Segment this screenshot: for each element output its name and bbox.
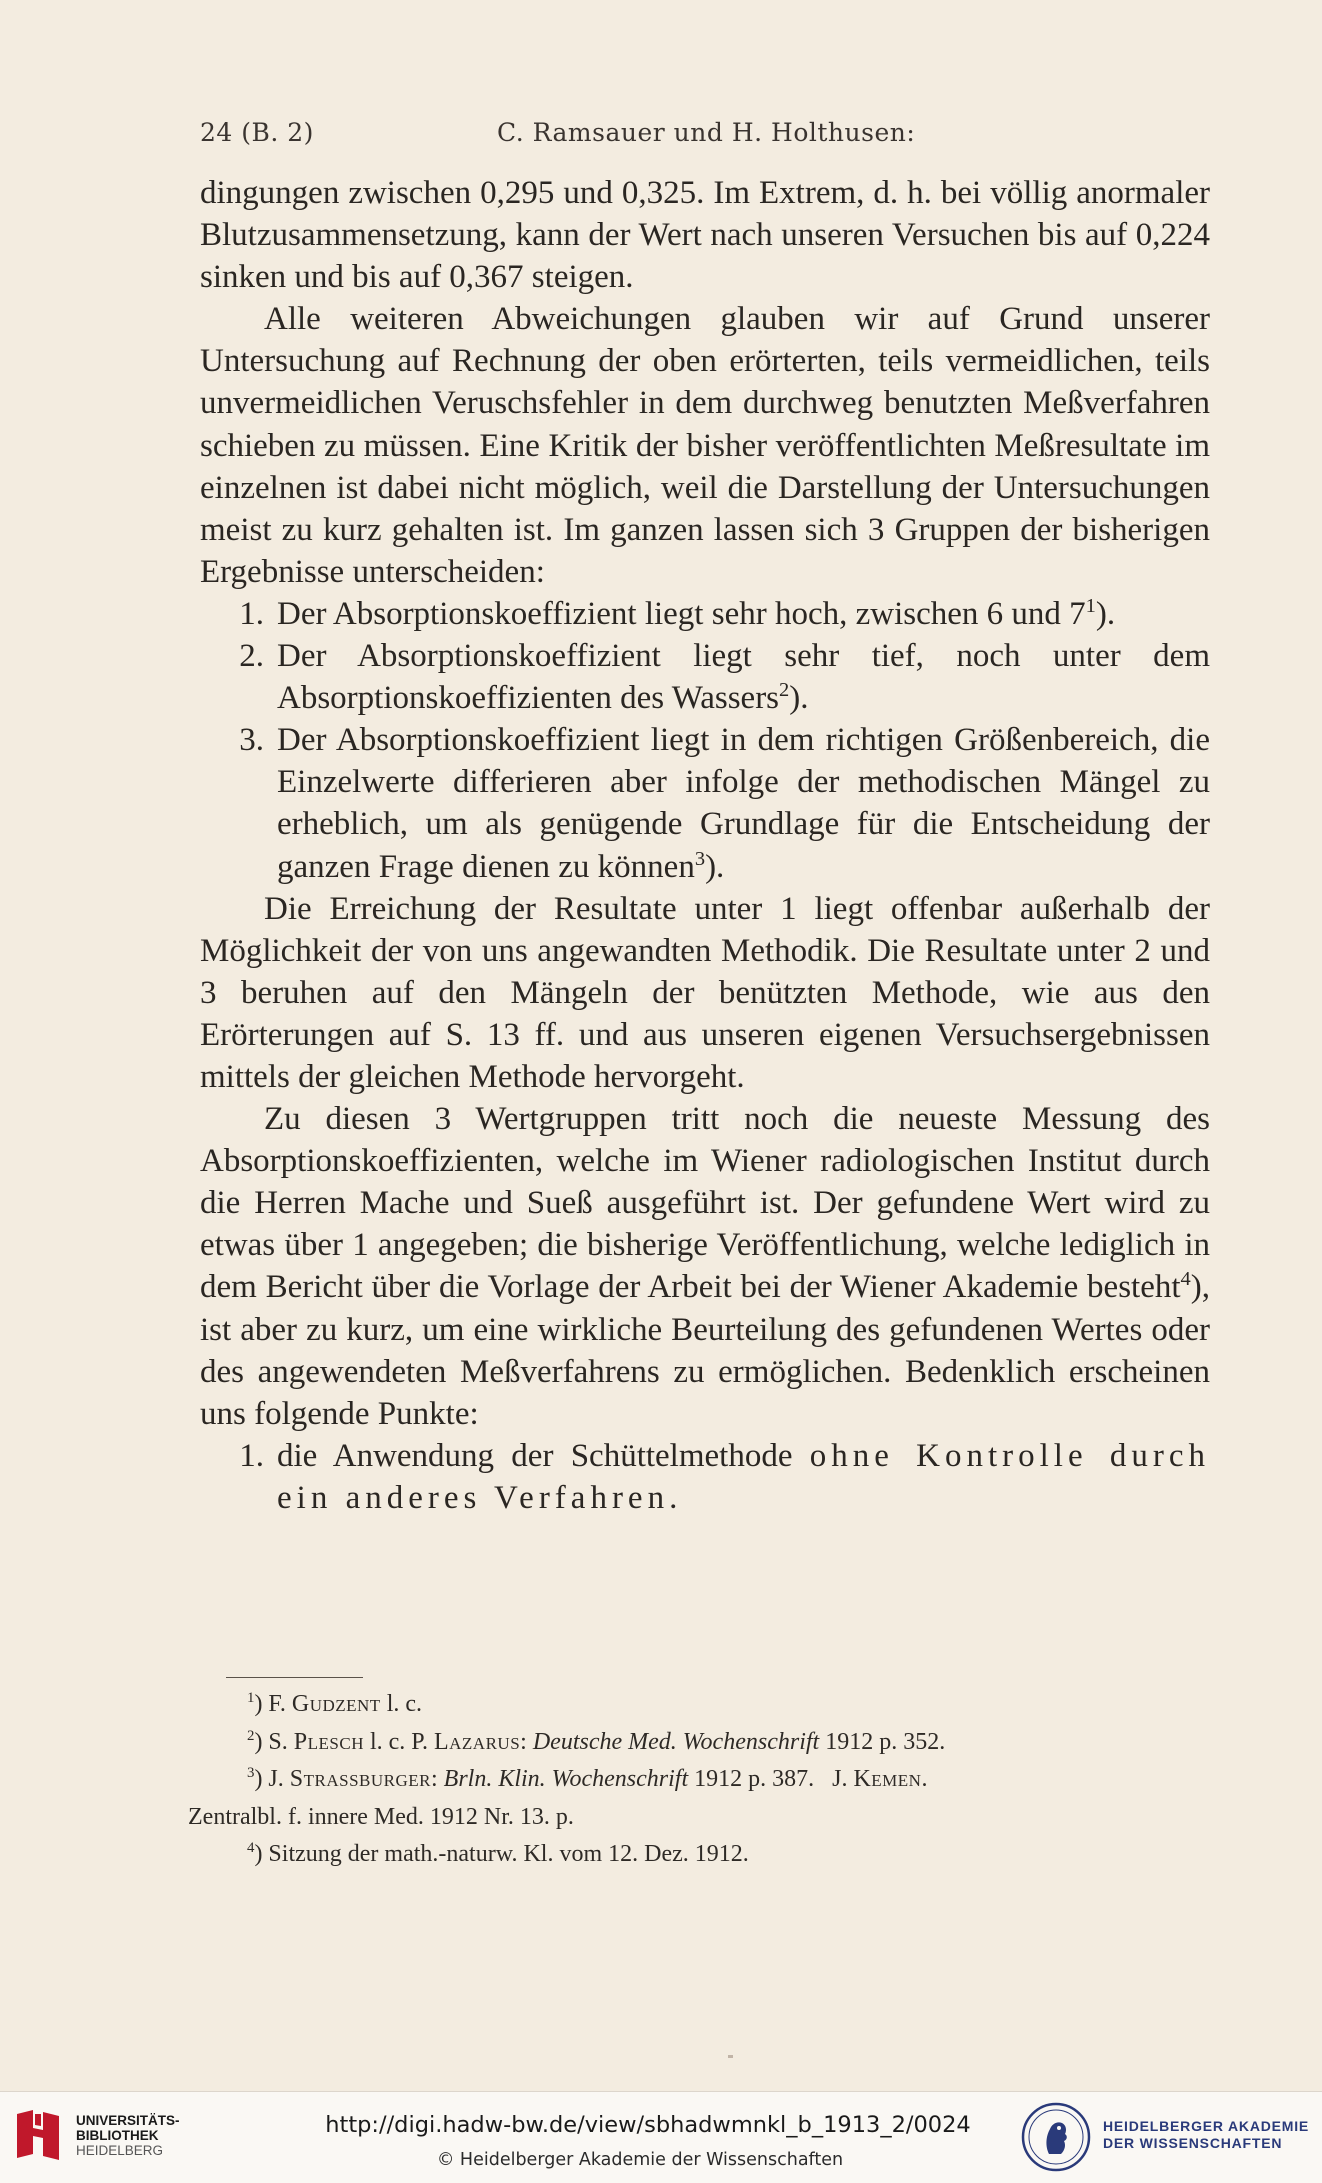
list-item-tail: ). [789, 680, 809, 717]
running-head-authors: C. Ramsauer und H. Holthusen: [497, 118, 916, 147]
footnote-mark: 1 [247, 1690, 255, 1706]
footnote-1 [188, 1686, 1200, 1724]
page-reference: 24 (B. 2) [200, 118, 314, 147]
paragraph-3: Die Erreichung der Resultate unter 1 liegt offenbar außerhalb der Möglichkeit der von uns angewandten Methodik. Die Resultate unter 2 und 3 beruhen auf den Mängeln der benützten Methode, wie aus den Erörterungen auf S. 13 ff. und aus unseren eigenen Versuchsergebnissen mittels der gleichen Methode hervorgeht. [200, 890, 1210, 1095]
footnote-3 [188, 1761, 1200, 1799]
footnote-mark: 2 [247, 1727, 255, 1744]
footnote-text: l. c. [380, 1691, 423, 1717]
copyright-notice [0, 2150, 1322, 2170]
academy-name [1103, 2118, 1309, 2152]
footnote-3-continuation: Zentralbl. f. innere Med. 1912 Nr. 13. p. [188, 1803, 574, 1830]
footnote-divider [226, 1677, 363, 1678]
author-name: Strassburger [289, 1766, 431, 1793]
list-number: 2. [239, 638, 264, 675]
academy-name-line: DER WISSENSCHAFTEN [1103, 2135, 1283, 2151]
paragraph-2: Alle weiteren Abweichungen glauben wir auf Grund unserer Untersuchung auf Rechnung der oben erörterten, teils vermeidlichen, teils unvermeidlichen Veruschsfehler in dem durchweg benutzten Meßverfahren schieben zu müssen. Eine Kritik der bisher veröffentlichten Meßresultate im einzelnen ist dabei nicht möglich, weil die Darstellung der Untersuchungen meist zu kurz gehalten ist. Im ganzen lassen sich 3 Gruppen der bisherigen Ergebnisse unterscheiden: [200, 301, 1210, 590]
footnote-text: ) J. [254, 1766, 290, 1793]
footnote-text: 1912 p. 352. [819, 1728, 946, 1755]
list-item-tail: ). [705, 848, 725, 885]
academy-name-line: HEIDELBERGER AKADEMIE [1103, 2118, 1310, 2134]
list-item [200, 719, 1210, 887]
copyright-text: © Heidelberger Akademie der Wissenschaften [436, 2150, 844, 2170]
paragraph-4-text: Zu diesen 3 Wertgruppen tritt noch die neueste Messung des Absorptionskoeffizienten, welche im Wiener radiologischen Institut durch die Herren Mache und Sueß ausgeführt ist. Der gefundene Wert wird zu etwas über 1 angegeben; die bisherige Veröffentlichung, welche lediglich in dem Bericht über die Vorlage der Arbeit bei der Wiener Akademie besteht [200, 1101, 1210, 1306]
footnotes [188, 1686, 1200, 1874]
paragraph-1: dingungen zwischen 0,295 und 0,325. Im Extrem, d. h. bei völlig anormaler Blutzusammensetzung, kann der Wert nach unseren Versuchen bis auf 0,224 sinken und bis auf 0,367 steigen. [200, 175, 1210, 296]
result-groups-list [200, 593, 1210, 888]
footnote-mark: 3 [247, 1765, 255, 1782]
journal-title: Deutsche Med. Wochenschrift [532, 1728, 820, 1755]
uni-name-line: UNIVERSITÄTS- [76, 2113, 180, 2128]
footnote-text: 1912 p. 387. J. [688, 1766, 854, 1793]
author-name: Plesch [293, 1728, 364, 1755]
list-item-text: Der Absorptionskoeffizient liegt in dem richtigen Größenbereich, die Einzelwerte differieren aber infolge der methodischen Mängel zu erheblich, um als genügende Grundlage für die Entscheidung der ganzen Frage dienen zu können [277, 722, 1210, 885]
list-item-text: Der Absorptionskoeffizient liegt sehr tief, noch unter dem Absorptionskoeffizienten des Wassers [277, 638, 1210, 717]
list-item-tail: . [669, 1479, 678, 1516]
list-number: 1. [239, 595, 264, 632]
uni-name-line: HEIDELBERG [76, 2143, 164, 2158]
footnote-ref: 1 [1085, 594, 1096, 617]
journal-title: Brln. Klin. Wochenschrift [443, 1766, 689, 1793]
paragraph-4-text-cont: ), ist aber zu kurz, um eine wirkliche Beurteilung des gefundenen Wertes oder des angewendeten Meßverfahrens zu ermöglichen. Bedenklich erscheinen uns folgende Punkte: [200, 1269, 1210, 1432]
footnote-ref: 2 [779, 679, 790, 702]
paragraph-4 [200, 1098, 1210, 1435]
footnote-text: ) F. [254, 1691, 292, 1717]
author-name: Lazarus [433, 1728, 521, 1755]
scan-speck [728, 2055, 733, 2058]
body-text [200, 172, 1210, 1519]
permalink-text[interactable]: http://digi.hadw-bw.de/view/sbhadwmnkl_b_1913_2/0024 [325, 2112, 971, 2138]
list-item-text: Der Absorptionskoeffizient liegt sehr hoch, zwischen 6 und 7 [277, 595, 1086, 632]
footnote-mark: 4 [247, 1840, 255, 1857]
footnote-text: . [921, 1766, 928, 1793]
footnote-text: : [520, 1728, 533, 1755]
footnote-4 [188, 1836, 1200, 1874]
uni-name-line: BIBLIOTHEK [76, 2128, 159, 2143]
academy-seal-icon [1021, 2102, 1091, 2172]
footnote-text: l. c. P. [363, 1728, 434, 1755]
footnote-text: ) Sitzung der math.-naturw. Kl. vom 12. Dez. 1912. [254, 1841, 749, 1868]
footnote-text: : [431, 1766, 444, 1793]
list-item [200, 593, 1210, 635]
footnote-2 [188, 1724, 1200, 1762]
footnote-text: ) S. [254, 1728, 294, 1755]
list-item-text: die Anwendung der Schüttelmethode [277, 1437, 810, 1474]
list-item-tail: ). [1095, 595, 1116, 632]
list-number: 1. [239, 1437, 264, 1474]
list-item [200, 635, 1210, 719]
concerns-list [200, 1435, 1210, 1519]
list-item [200, 1435, 1210, 1519]
footnote-ref: 4 [1180, 1268, 1191, 1291]
footnote-ref: 3 [694, 847, 706, 870]
author-name: Gudzent [291, 1691, 381, 1717]
author-name: Kemen [853, 1766, 922, 1793]
list-number: 3. [239, 722, 264, 759]
spaced-emphasis: ohne Kontrolle durch ein anderes Verfahren [277, 1437, 1210, 1516]
